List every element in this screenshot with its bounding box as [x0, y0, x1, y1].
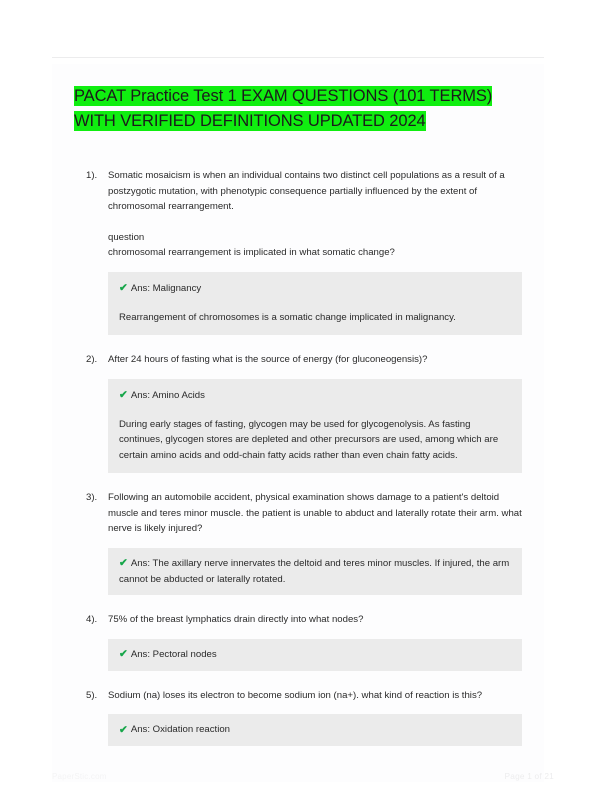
answer-box	[108, 639, 522, 671]
page-footer	[52, 768, 554, 784]
checkmark-icon: ✔	[119, 648, 128, 661]
question-number: 2).	[86, 354, 98, 366]
question-item	[74, 168, 522, 335]
question-number: 5).	[86, 689, 98, 701]
site-watermark: PaperStic.com	[52, 771, 107, 781]
question-sub-text: chromosomal rearrangement is implicated in what somatic change?	[108, 247, 395, 259]
checkmark-icon: ✔	[119, 389, 128, 402]
question-item	[74, 352, 522, 473]
question-number: 3).	[86, 492, 98, 503]
answer-text: Ans: Malignancy	[130, 282, 202, 294]
page-title	[74, 84, 522, 134]
page-number: Page 1 of 21	[504, 771, 554, 781]
answer-text: Ans: Amino Acids	[130, 389, 205, 401]
answer-box	[108, 714, 522, 746]
title-highlight: PACAT Practice Test 1 EXAM QUESTIONS (101 TERMS) WITH VERIFIED DEFINITIONS UPDATED 2024	[74, 87, 493, 130]
question-item	[74, 490, 522, 595]
checkmark-icon: ✔	[119, 282, 128, 295]
question-text: 75% of the breast lymphatics drain directly into what nodes?	[108, 614, 364, 626]
checkmark-icon: ✔	[119, 557, 128, 570]
answer-line	[119, 647, 511, 663]
answer-box	[108, 379, 522, 473]
checkmark-icon: ✔	[119, 723, 128, 736]
question-body	[108, 168, 522, 335]
answer-explanation: Rearrangement of chromosomes is a somatic change implicated in malignancy.	[119, 311, 456, 323]
answer-box	[108, 272, 522, 335]
answer-line	[119, 722, 511, 738]
question-body	[108, 688, 522, 747]
answer-line	[119, 556, 511, 587]
answer-text: Ans: The axillary nerve innervates the deltoid and teres minor muscles. If injured, the arm cannot be abducted or laterally rotated.	[119, 557, 510, 585]
question-body	[108, 612, 522, 671]
question-body	[108, 490, 522, 595]
answer-text: Ans: Oxidation reaction	[130, 724, 231, 736]
answer-box	[108, 548, 522, 595]
answer-line	[119, 388, 511, 404]
question-sub-label: question	[108, 231, 145, 243]
question-text: After 24 hours of fasting what is the source of energy (for gluconeogensis)?	[108, 354, 428, 366]
answer-line	[119, 281, 511, 297]
question-item	[74, 612, 522, 671]
question-number: 1).	[86, 170, 98, 181]
question-item	[74, 688, 522, 747]
page-content	[52, 64, 544, 782]
question-text: Following an automobile accident, physical examination shows damage to a patient's deltoid muscle and teres minor muscle. the patient is unable to abduct and laterally rotate their arm. what nerve is likely injured?	[108, 492, 522, 535]
question-text: Somatic mosaicism is when an individual contains two distinct cell populations as a result of a postzygotic mutation, with phenotypic consequence partially influenced by the extent of chromosomal rearrangement.	[108, 170, 505, 213]
document-page	[52, 64, 544, 782]
answer-explanation: During early stages of fasting, glycogen may be used for glycogenolysis. As fasting continues, glycogen stores are depleted and other precursors are used, among which are certain amino acids and odd-chain fatty acids rather than even chain fatty acids.	[119, 418, 499, 461]
question-body	[108, 352, 522, 473]
question-text: Sodium (na) loses its electron to become sodium ion (na+). what kind of reaction is this?	[108, 689, 483, 701]
page-top-rule	[52, 57, 544, 58]
answer-text: Ans: Pectoral nodes	[130, 648, 217, 660]
question-number: 4).	[86, 614, 98, 626]
